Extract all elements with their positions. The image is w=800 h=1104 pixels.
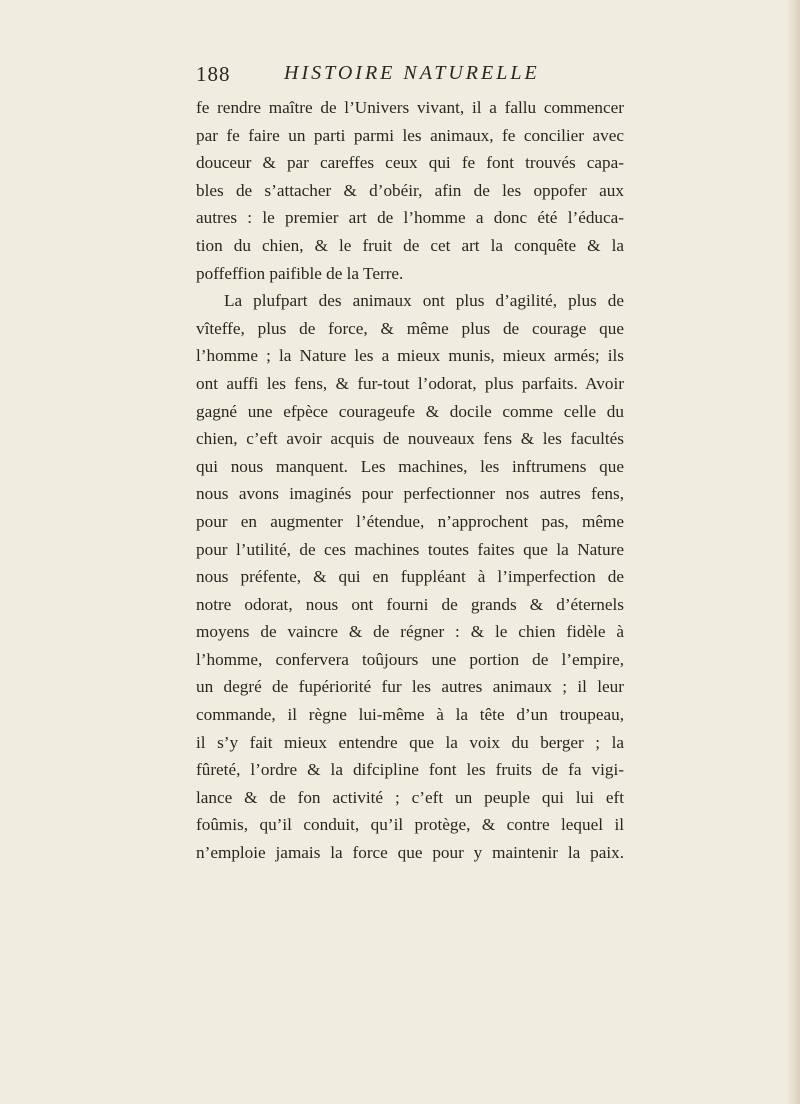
running-title: HISTOIRE NATURELLE	[284, 62, 540, 84]
text-line: moyens de vaincre & de régner : & le chien fidèle à	[196, 622, 624, 642]
page-header	[196, 62, 626, 90]
text-line: ont auffi les fens, & fur-tout l’odorat, plus parfaits. Avoir	[196, 373, 624, 393]
paragraph-start-line: La plufpart des animaux ont plus d’agilité, plus de	[224, 291, 624, 311]
page-number: 188	[196, 62, 231, 86]
text-line: vîteffe, plus de force, & même plus de courage que	[196, 318, 624, 338]
page-edge-shadow	[786, 0, 800, 1104]
text-line: par fe faire un parti parmi les animaux, fe concilier avec	[196, 125, 624, 145]
text-line: gagné une efpèce courageufe & docile comme celle du	[196, 401, 624, 421]
text-line: notre odorat, nous ont fourni de grands & d’éternels	[196, 594, 624, 614]
text-line: autres : le premier art de l’homme a donc été l’éduca-	[196, 208, 624, 228]
text-line: commande, il règne lui-même à la tête d’un troupeau,	[196, 705, 624, 725]
text-line: bles de s’attacher & d’obéir, afin de les oppofer aux	[196, 180, 624, 200]
text-line: fûreté, l’ordre & la difcipline font les fruits de fa vigi-	[196, 760, 624, 780]
text-line: un degré de fupériorité fur les autres animaux ; il leur	[196, 677, 624, 697]
text-line: il s’y fait mieux entendre que la voix du berger ; la	[196, 732, 624, 752]
text-line: lance & de fon activité ; c’eft un peuple qui lui eft	[196, 787, 624, 807]
text-line: douceur & par careffes ceux qui fe font trouvés capa-	[196, 153, 624, 173]
text-line: nous avons imaginés pour perfectionner nos autres fens,	[196, 484, 624, 504]
text-line: fe rendre maître de l’Univers vivant, il a fallu commencer	[196, 98, 624, 117]
text-line: pour l’utilité, de ces machines toutes faites que la Nature	[196, 539, 624, 559]
text-line: nous préfente, & qui en fuppléant à l’imperfection de	[196, 567, 624, 587]
text-line: chien, c’eft avoir acquis de nouveaux fens & les facultés	[196, 429, 624, 449]
text-line: l’homme ; la Nature les a mieux munis, mieux armés; ils	[196, 346, 624, 366]
text-line: tion du chien, & le fruit de cet art la conquête & la	[196, 235, 624, 255]
text-line: l’homme, confervera toûjours une portion de l’empire,	[196, 649, 624, 669]
text-line: qui nous manquent. Les machines, les inftrumens que	[196, 456, 624, 476]
text-line: foûmis, qu’il conduit, qu’il protège, & contre lequel il	[196, 815, 624, 835]
text-line: n’emploie jamais la force que pour y maintenir la paix.	[196, 843, 624, 863]
text-line: pour en augmenter l’étendue, n’approchent pas, même	[196, 511, 624, 531]
body-text	[196, 94, 624, 867]
paragraph-end-line: poffeffion paifible de la Terre.	[196, 263, 404, 283]
